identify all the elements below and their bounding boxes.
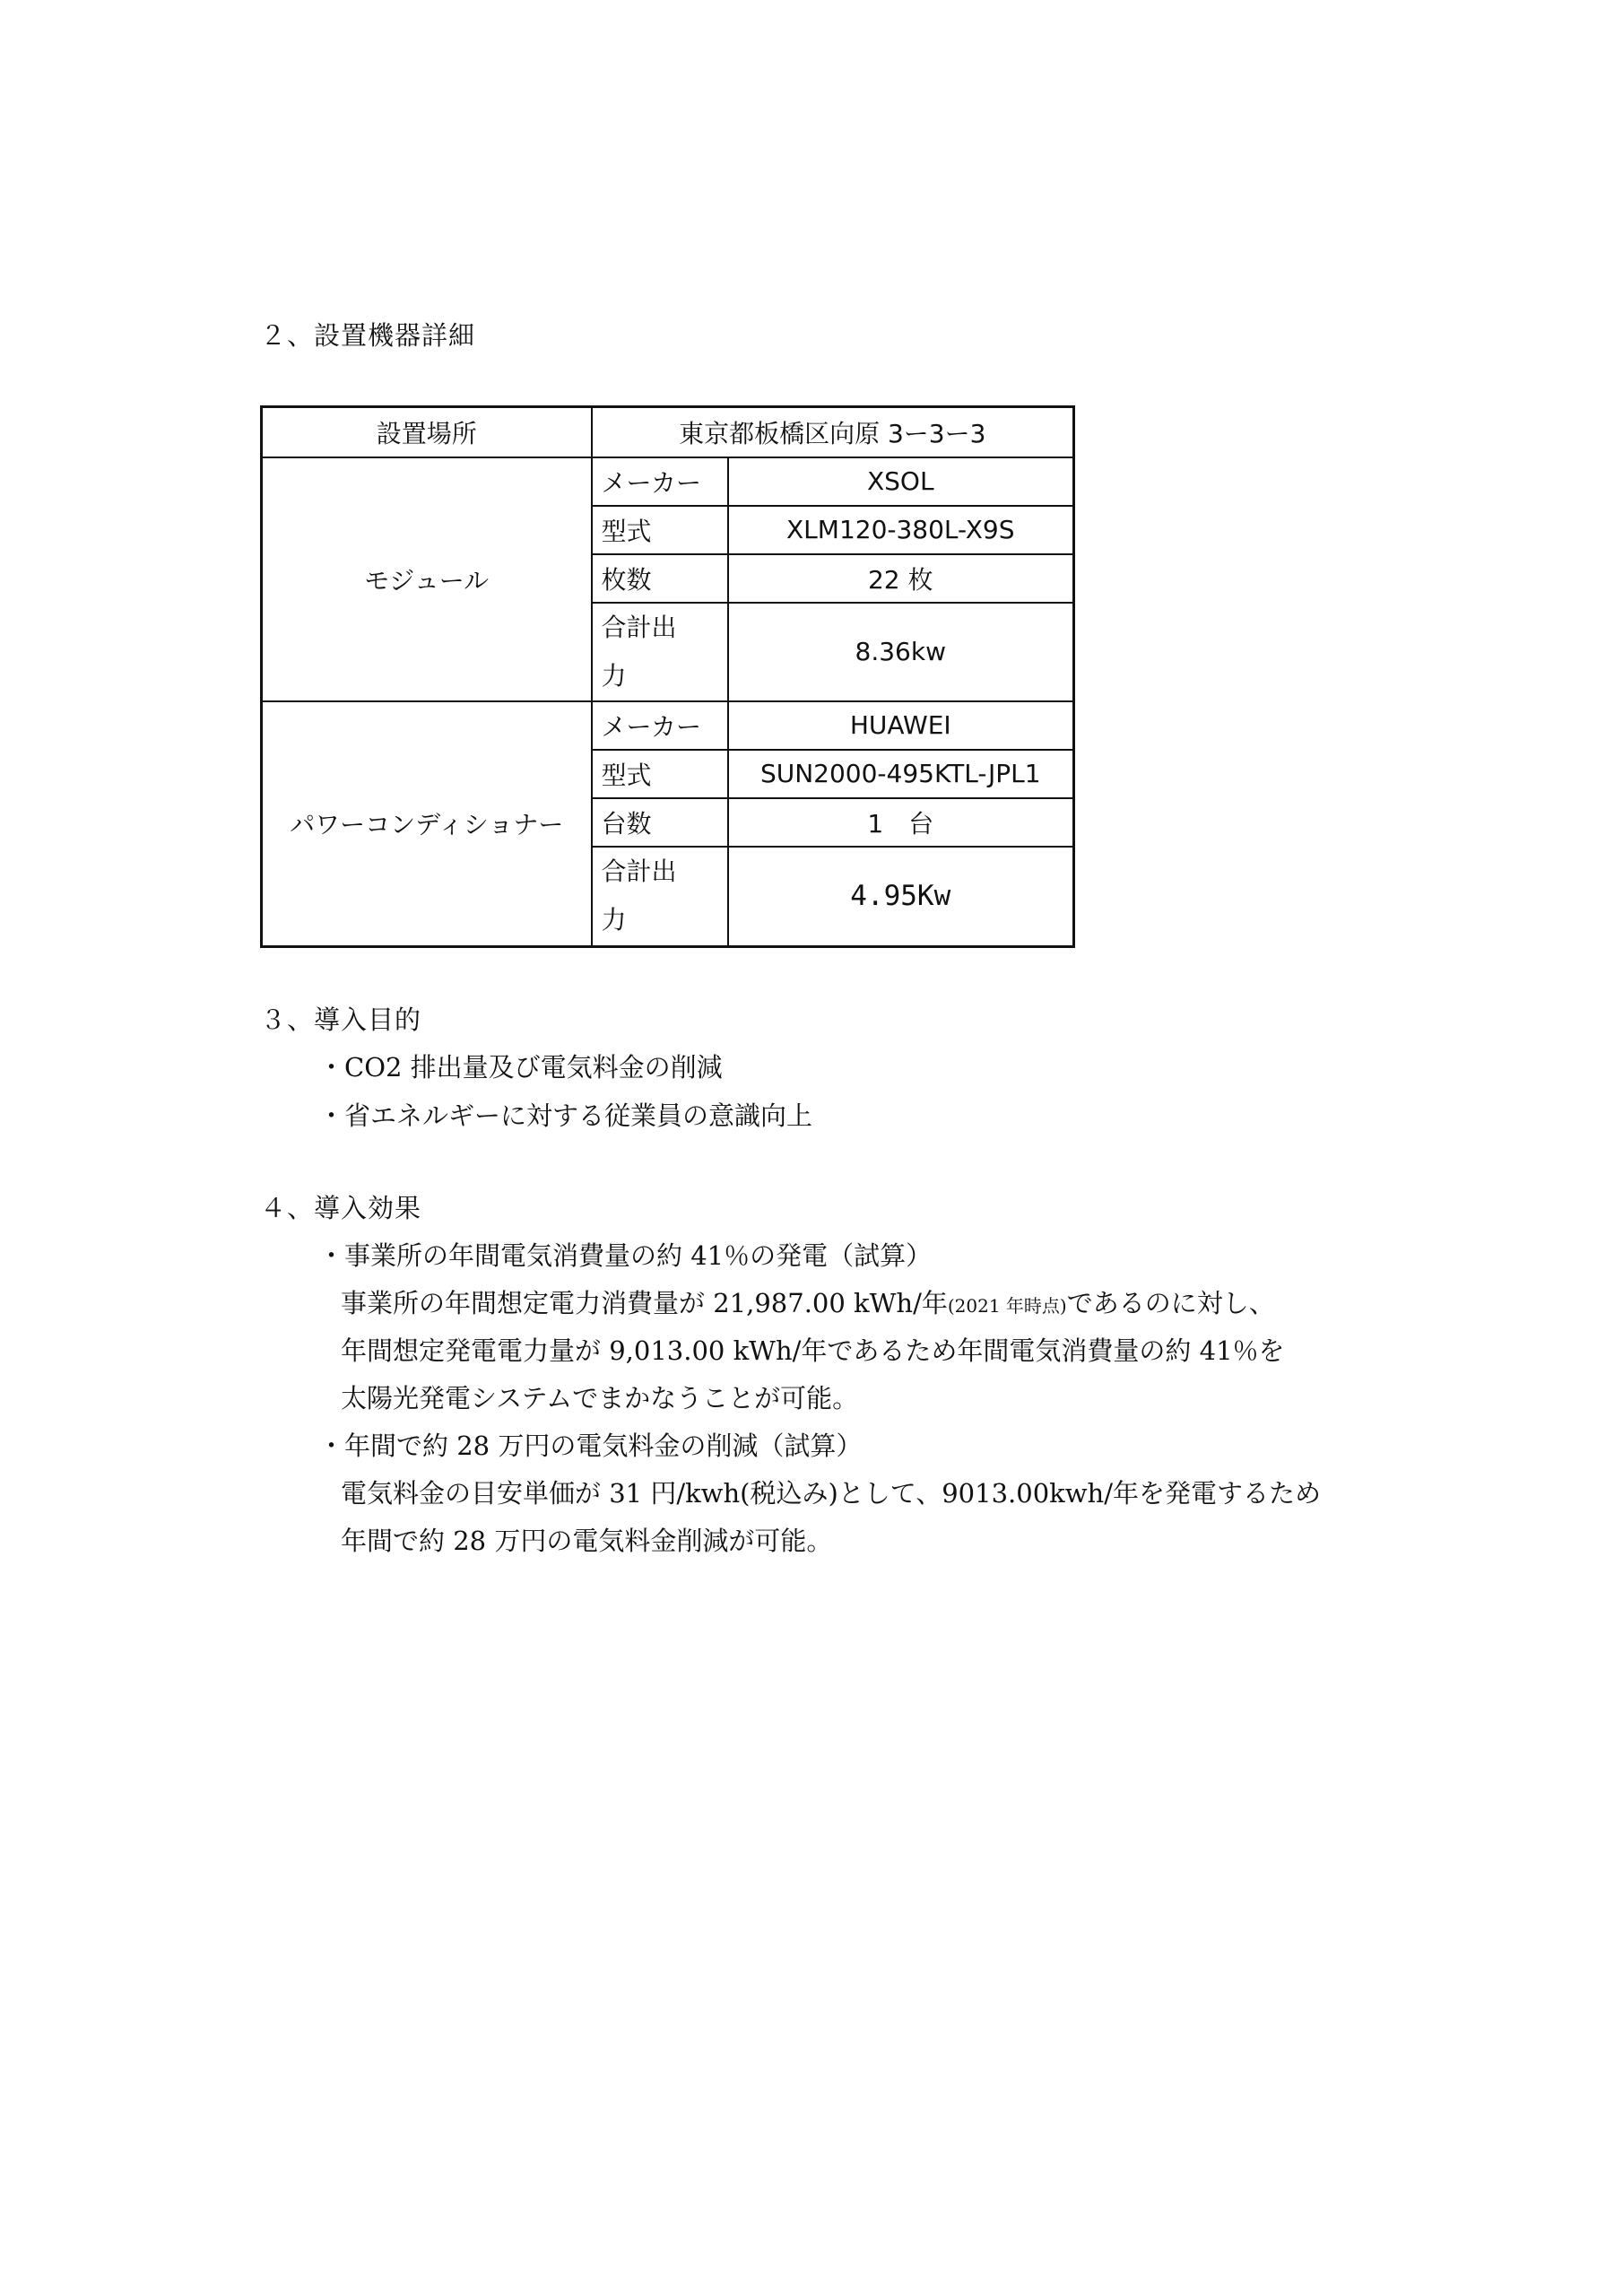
- effect-bullet-1-line-3: 太陽光発電システムでまかなうことが可能。: [341, 1383, 859, 1413]
- location-label: 設置場所: [262, 407, 592, 457]
- purpose-bullet-1: ・CO2 排出量及び電気料金の削減: [318, 1052, 723, 1083]
- inverter-count-value: 1 台: [728, 798, 1074, 847]
- effect-bullet-1-line-1: [341, 1283, 1275, 1320]
- effect-bullet-1-line-2: 年間想定発電電力量が 9,013.00 kWh/年であるため年間電気消費量の約 41％を: [341, 1335, 1285, 1366]
- inverter-total-value: 4.95Kw: [728, 847, 1074, 947]
- module-model-value: XLM120-380L-X9S: [728, 506, 1074, 554]
- inverter-count-label: 台数: [592, 798, 728, 847]
- module-model-label: 型式: [592, 506, 728, 554]
- effect-note: (2021 年時点): [947, 1295, 1067, 1317]
- inverter-total-label: [592, 847, 728, 947]
- module-total-label-line1: 合計出: [601, 612, 677, 642]
- section-3-heading: ３、導入目的: [260, 1004, 422, 1035]
- equipment-table: [260, 405, 1075, 948]
- table-row-location: [262, 407, 1074, 457]
- inverter-model-label: 型式: [592, 750, 728, 798]
- effect-bullet-2-line-1: 電気料金の目安単価が 31 円/kwh(税込み)として、9013.00kwh/年を発電するため: [341, 1478, 1321, 1509]
- effect-bullet-2-line-2: 年間で約 28 万円の電気料金削減が可能。: [341, 1526, 833, 1556]
- effect-text: 事業所の年間想定電力消費量が 21,987.00 kWh/年: [341, 1288, 948, 1318]
- module-count-value: 22 枚: [728, 554, 1074, 603]
- effect-bullet-1: ・事業所の年間電気消費量の約 41％の発電（試算）: [318, 1240, 933, 1271]
- inverter-total-label-line2: 力: [601, 905, 627, 935]
- inverter-maker-value: HUAWEI: [728, 701, 1074, 750]
- section-2-heading: ２、設置機器詳細: [260, 320, 476, 351]
- module-title: モジュール: [262, 457, 592, 701]
- table-row: [262, 701, 1074, 750]
- module-maker-label: メーカー: [592, 457, 728, 506]
- effect-text: であるのに対し、: [1066, 1288, 1275, 1318]
- table-row: [262, 457, 1074, 506]
- location-value: 東京都板橋区向原 3ー3ー3: [592, 407, 1074, 457]
- inverter-total-label-line1: 合計出: [601, 857, 677, 887]
- module-total-label: [592, 603, 728, 701]
- inverter-maker-label: メーカー: [592, 701, 728, 750]
- module-total-label-line2: 力: [601, 660, 627, 691]
- section-4-heading: ４、導入効果: [260, 1193, 422, 1223]
- module-maker-value: XSOL: [728, 457, 1074, 506]
- module-count-label: 枚数: [592, 554, 728, 603]
- effect-bullet-2: ・年間で約 28 万円の電気料金の削減（試算）: [318, 1431, 863, 1461]
- purpose-bullet-2: ・省エネルギーに対する従業員の意識向上: [318, 1100, 813, 1131]
- module-total-value: 8.36kw: [728, 603, 1074, 701]
- inverter-title: パワーコンディショナー: [262, 701, 592, 947]
- inverter-model-value: SUN2000-495KTL-JPL1: [728, 750, 1074, 798]
